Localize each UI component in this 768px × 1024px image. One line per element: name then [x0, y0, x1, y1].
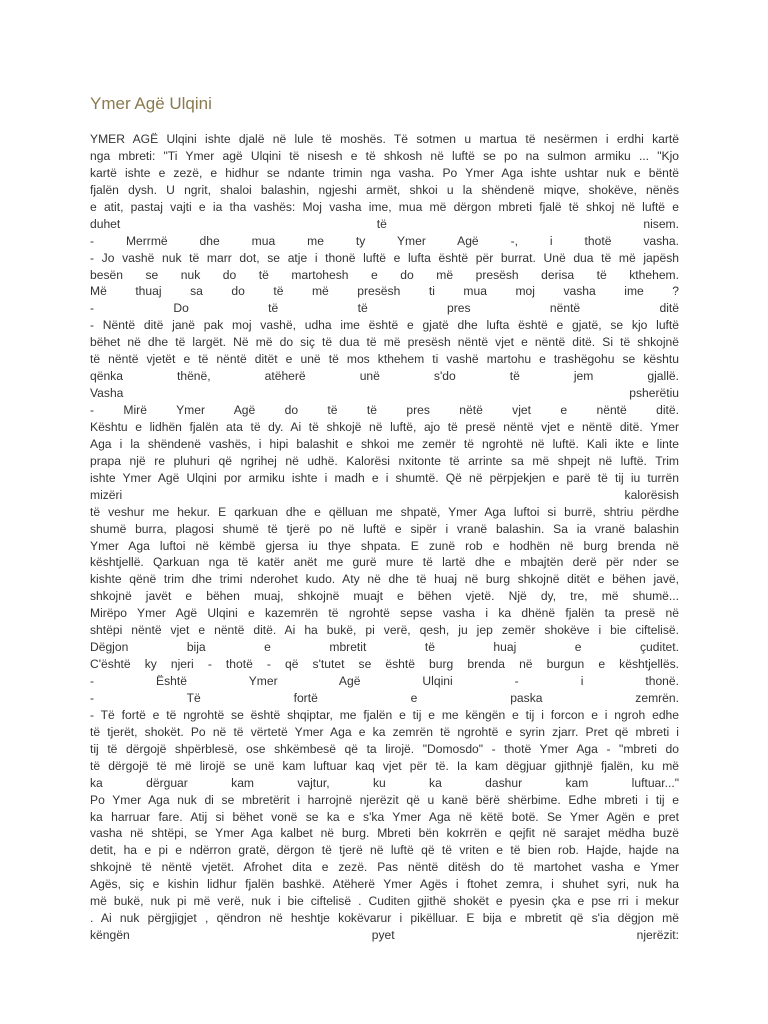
body-line: këngën pyet njerëzit: — [90, 928, 679, 943]
body-line: shumë burra, plagosi shumë të tjerë po në luftë e sipër i vranë balashin. Sa ia vranë balashin — [90, 521, 679, 536]
body-line: kështjellë. Qarkuan nga të katër anët me gurë mure të lartë dhe e mbajtën derë për nder se — [90, 555, 679, 570]
body-line: bëhet në dhe të largët. Në më do siç të dua të më presësh nëntë vjet e nëntë ditë. Si të shkojnë — [90, 335, 679, 350]
body-line: Agës, siç e kishin lidhur fjalën bashkë. Atëherë Ymer Agës i ftohet zemra, i shuhet syri, nuk ha — [90, 877, 679, 892]
body-line: prapa një re pluhuri që ngrihej në udhë. Kalorësi nxitonte të arrinte sa më shpejt në luftë. Trim — [90, 453, 679, 468]
body-line: të veshur me hekur. E qarkuan dhe e qëlluan me shpatë, Ymer Aga luftoi si burrë, shtriu përdhe — [90, 504, 679, 519]
body-line: fjalën dysh. U ngrit, shaloi balashin, ngjeshi armët, shkoi u la shëndenë miqve, shokëve, nënës — [90, 182, 679, 197]
body-line: Po Ymer Aga nuk di se mbretërit i harrojnë njerëzit që u kanë bërë shërbime. Edhe mbreti i tij e — [90, 792, 679, 807]
body-line: - Të fortë e të ngrohtë se është shqiptar, me fjalën e tij e me këngën e tij i forcon e i ngroh edhe — [90, 707, 679, 722]
body-line: kartë ishte e zezë, e hidhur se ndante trimin nga vasha. Po Ymer Aga ishte ushtar nuk e bëntë — [90, 165, 679, 180]
body-line: nga mbreti: "Ti Ymer agë Ulqini të nisesh e të shkosh në luftë se po na sulmon armiku ... "Kjo — [90, 148, 679, 163]
body-line: besën se nuk do të martohesh e do më presësh derisa të kthehem. — [90, 267, 679, 282]
body-line: ka harruar fare. Atij si bëhet vonë se ka e s'ka Ymer Aga në këtë botë. Se Ymer Agën e pret — [90, 809, 679, 824]
document-title: Ymer Agë Ulqini — [90, 94, 212, 113]
body-line: - Do të të pres nëntë ditë — [90, 301, 679, 316]
body-line: Vasha psherëtiu — [90, 386, 679, 401]
body-line: . Ai nuk përgjigjet , qëndron në heshtje kokëvarur i pikëlluar. E bija e mbretit që s'ia dëgjon më — [90, 911, 679, 926]
body-line: të tjerët, shokët. Po në të vërtetë Ymer Aga e ka zemrën të ngrohtë e syrin zjarr. Pret që mbreti i — [90, 724, 679, 739]
body-line: shtëpi nëntë vjet e nëntë ditë. Ai ha bukë, pi verë, qesh, ju jep zemër shokëve i bie ciftelisë. — [90, 623, 679, 638]
body-line: të nëntë vjetët e të nëntë ditët e unë të mos kthehem ti vashë martohu e trashëgohu se kështu — [90, 352, 679, 367]
body-line: - Merrmë dhe mua me ty Ymer Agë -, i thotë vasha. — [90, 233, 679, 248]
body-line: shkojnë javët e bëhen muaj, shkojnë muajt e bëhen vjetë. Një dy, tre, më shumë... — [90, 589, 679, 604]
body-line: Dëgjon bija e mbretit të huaj e çuditet. — [90, 640, 679, 655]
body-line: - Është Ymer Agë Ulqini - i thonë. — [90, 674, 679, 688]
body-line: YMER AGË Ulqini ishte djalë në lule të moshës. Të sotmen u martua të nesërmen i erdhi kartë — [90, 132, 679, 146]
body-line: Ymer Aga luftoi në këmbë gjersa iu thye shpata. E zunë rob e hodhën në burg brenda në — [90, 538, 679, 553]
body-line: shkojnë të nëntë vjetët. Afrohet dita e zezë. Pas nëntë ditësh do të martohet vasha e Ymer — [90, 860, 679, 875]
body-line: C'është ky njeri - thotë - që s'tutet se është burg brenda në burgun e kështjellës. — [90, 657, 679, 672]
body-line: - Nëntë ditë janë pak moj vashë, udha ime është e gjatë dhe lufta është e gjatë, se kjo luftë — [90, 318, 679, 333]
body-line: kishte qënë trim dhe trimi nderohet kudo. Aty në dhe të huaj në burg shkojnë ditët e bëhen javë, — [90, 572, 679, 587]
body-line: duhet të nisem. — [90, 216, 679, 231]
body-line: qënka thënë, atëherë unë s'do të jem gjallë. — [90, 369, 679, 384]
body-line: detit, ha e pi e ndërron gratë, dërgon të tjerë në luftë që të vriten e të bien rob. Hajde, hajde na — [90, 843, 679, 858]
body-line: Mirëpo Ymer Agë Ulqini e kazemrën të ngrohtë sepse vasha i ka dhënë fjalën ta presë në — [90, 606, 679, 621]
body-line: Kështu e lidhën fjalën ata të dy. Ai të shkojë në luftë, ajo të presë nëntë vjet e nëntë ditë. Ymer — [90, 419, 679, 434]
body-line: - Të fortë e paska zemrën. — [90, 690, 679, 705]
body-line: Aga i la shëndenë vashës, i hipi balashit e shkoi me zemër të ngrohtë në luftë. Kali ikte e linte — [90, 436, 679, 451]
body-line: ishte Ymer Agë Ulqini por armiku ishte i madh e i shumtë. Që në përpjekjen e parë të tij iu turrën — [90, 470, 679, 485]
body-line: më bukë, nuk pi më verë, nuk i bie ciftelisë . Cuditen gjithë shokët e pyesin çka e pse rri i mekur — [90, 894, 679, 909]
body-line: vasha në shtëpi, se Ymer Aga kalbet në burg. Mbreti bën kokrrën e qejfit në sarajet mëdha buzë — [90, 826, 679, 841]
body-line: tij të dërgojë shpërblesë, ose shkëmbesë që ta lirojë. "Domosdo" - thotë Ymer Aga - "mbreti do — [90, 741, 679, 756]
body-line: ka dërguar kam vajtur, ku ka dashur kam luftuar..." — [90, 775, 679, 790]
body-line: mizëri kalorësish — [90, 487, 679, 502]
document-body — [90, 131, 679, 944]
body-line: Më thuaj sa do të më presësh ti mua moj vasha ime ? — [90, 284, 679, 299]
body-line: - Jo vashë nuk të marr dot, se atje i thonë luftë e lufta është për burrat. Unë dua të më japësh — [90, 250, 679, 265]
body-line: e atit, pastaj vajti e ia tha vashës: Moj vasha ime, mua më dërgon mbreti fjalë të shkoj në luftë e — [90, 199, 679, 214]
body-line: të dërgojë të më lirojë se unë kam luftuar kaq vjet për të. Ia kam dëgjuar gjithnjë fjalën, ku më — [90, 758, 679, 773]
body-line: - Mirë Ymer Agë do të të pres nëtë vjet e nëntë ditë. — [90, 403, 679, 417]
